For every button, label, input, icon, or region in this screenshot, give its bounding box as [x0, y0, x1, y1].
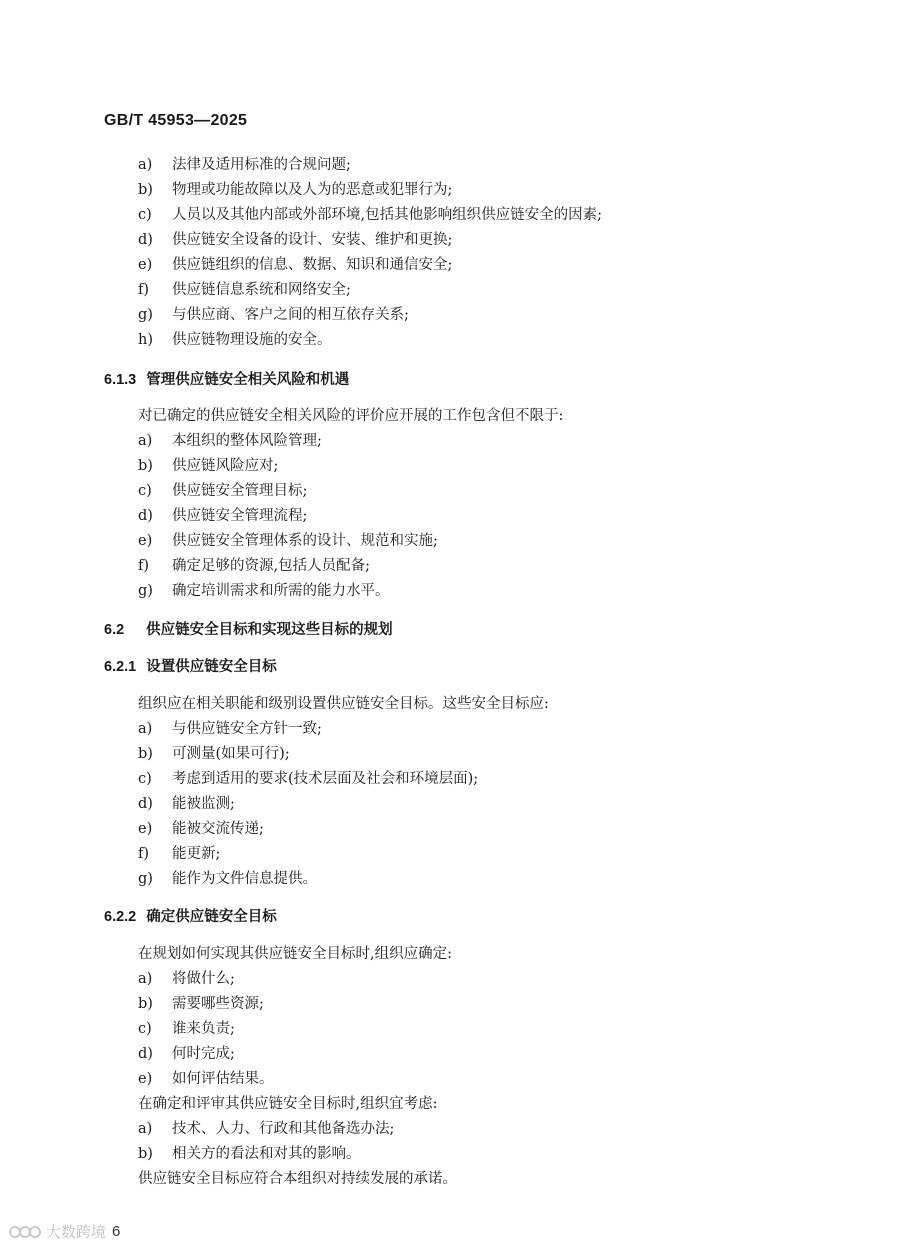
section-heading-6-2-2: 6.2.2 确定供应链安全目标 [104, 909, 277, 925]
closing-statement: 供应链安全目标应符合本组织对持续发展的承诺。 [138, 1171, 457, 1187]
list-item: b) 相关方的看法和对其的影响。 [138, 1146, 361, 1162]
list-item: g) 与供应商、客户之间的相互依存关系; [138, 307, 409, 323]
watermark-text: 大数跨境 [46, 1224, 107, 1241]
list-item: a) 本组织的整体风险管理; [138, 433, 322, 449]
list-item: f) 供应链信息系统和网络安全; [138, 282, 351, 298]
section-intro: 对已确定的供应链安全相关风险的评价应开展的工作包含但不限于: [138, 408, 564, 424]
review-intro: 在确定和评审其供应链安全目标时,组织宜考虑: [138, 1096, 438, 1112]
section-intro: 组织应在相关职能和级别设置供应链安全目标。这些安全目标应: [138, 696, 549, 712]
page-footer [8, 1221, 120, 1242]
list-item: b) 供应链风险应对; [138, 458, 279, 474]
list-item: c) 人员以及其他内部或外部环境,包括其他影响组织供应链安全的因素; [138, 207, 602, 223]
list-item: f) 能更新; [138, 846, 221, 862]
list-item: b) 需要哪些资源; [138, 996, 264, 1012]
section-heading-6-2: 6.2 供应链安全目标和实现这些目标的规划 [104, 622, 393, 638]
list-item: e) 供应链组织的信息、数据、知识和通信安全; [138, 257, 453, 273]
list-item: c) 考虑到适用的要求(技术层面及社会和环境层面); [138, 771, 479, 787]
page-number: 6 [112, 1223, 121, 1240]
list-item: g) 确定培训需求和所需的能力水平。 [138, 583, 390, 599]
list-item: f) 确定足够的资源,包括人员配备; [138, 558, 370, 574]
list-item: d) 供应链安全设备的设计、安装、维护和更换; [138, 232, 453, 248]
list-item: b) 物理或功能故障以及人为的恶意或犯罪行为; [138, 182, 453, 198]
list-item: d) 能被监测; [138, 796, 235, 812]
list-item: c) 谁来负责; [138, 1021, 235, 1037]
section-intro: 在规划如何实现其供应链安全目标时,组织应确定: [138, 946, 452, 962]
list-item: d) 何时完成; [138, 1046, 235, 1062]
list-item: a) 与供应链安全方针一致; [138, 721, 322, 737]
list-item: h) 供应链物理设施的安全。 [138, 332, 332, 348]
section-heading-6-1-3: 6.1.3 管理供应链安全相关风险和机遇 [104, 372, 350, 388]
watermark-logo-icon [8, 1222, 42, 1242]
list-item: g) 能作为文件信息提供。 [138, 871, 317, 887]
list-item: a) 法律及适用标准的合规问题; [138, 157, 351, 173]
list-item: a) 技术、人力、行政和其他备选办法; [138, 1121, 395, 1137]
section-heading-6-2-1: 6.2.1 设置供应链安全目标 [104, 659, 277, 675]
list-item: b) 可测量(如果可行); [138, 746, 290, 762]
list-item: a) 将做什么; [138, 971, 235, 987]
list-item: e) 供应链安全管理体系的设计、规范和实施; [138, 533, 438, 549]
list-item: d) 供应链安全管理流程; [138, 508, 308, 524]
list-item: e) 能被交流传递; [138, 821, 264, 837]
list-item: c) 供应链安全管理目标; [138, 483, 308, 499]
standard-code: GB/T 45953—2025 [104, 112, 248, 129]
list-item: e) 如何评估结果。 [138, 1071, 274, 1087]
